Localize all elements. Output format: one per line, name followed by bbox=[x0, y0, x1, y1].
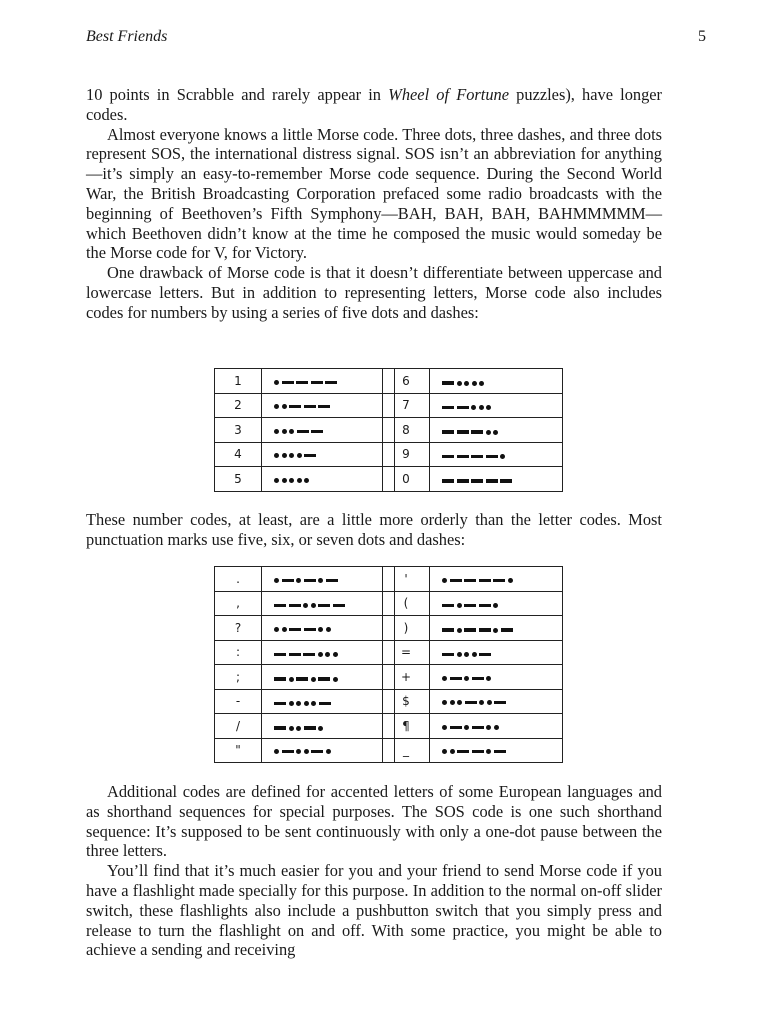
morse-dot bbox=[289, 478, 294, 483]
morse-dash bbox=[304, 454, 316, 457]
code-symbol: $ bbox=[383, 689, 430, 714]
code-symbol: 7 bbox=[383, 393, 430, 418]
morse-dot bbox=[274, 380, 279, 385]
morse-code bbox=[430, 418, 563, 443]
code-symbol: / bbox=[215, 714, 262, 739]
morse-sequence bbox=[274, 723, 323, 733]
morse-code bbox=[430, 640, 563, 665]
morse-dash bbox=[494, 701, 506, 704]
morse-sequence bbox=[442, 722, 499, 732]
code-symbol: " bbox=[215, 738, 262, 763]
morse-dash bbox=[311, 381, 323, 384]
morse-dot bbox=[274, 429, 279, 434]
code-row bbox=[215, 738, 395, 763]
morse-dash bbox=[465, 701, 477, 704]
code-row bbox=[215, 369, 395, 394]
morse-dot bbox=[442, 578, 447, 583]
morse-dot bbox=[494, 725, 499, 730]
morse-dash bbox=[464, 628, 476, 631]
morse-dash bbox=[493, 579, 505, 582]
morse-dash bbox=[304, 628, 316, 631]
morse-dash bbox=[457, 455, 469, 458]
morse-dot bbox=[297, 478, 302, 483]
morse-dot bbox=[289, 701, 294, 706]
morse-dash bbox=[457, 406, 469, 409]
morse-code bbox=[430, 616, 563, 641]
morse-dash bbox=[318, 604, 330, 607]
morse-dash bbox=[442, 604, 454, 607]
morse-sequence bbox=[442, 403, 491, 413]
morse-dot bbox=[282, 404, 287, 409]
morse-dot bbox=[493, 628, 498, 633]
code-symbol: ; bbox=[215, 665, 262, 690]
morse-dash bbox=[289, 653, 301, 656]
morse-dot bbox=[464, 725, 469, 730]
code-symbol: ) bbox=[383, 616, 430, 641]
morse-sequence bbox=[274, 575, 338, 585]
morse-sequence bbox=[442, 698, 506, 708]
morse-dot bbox=[303, 603, 308, 608]
morse-dash bbox=[274, 726, 286, 729]
morse-sequence bbox=[274, 674, 338, 684]
morse-code bbox=[430, 591, 563, 616]
morse-dash bbox=[471, 430, 483, 433]
morse-code bbox=[262, 369, 395, 394]
morse-dash bbox=[486, 455, 498, 458]
morse-dot bbox=[296, 726, 301, 731]
morse-code bbox=[262, 665, 395, 690]
morse-dot bbox=[333, 652, 338, 657]
morse-dash bbox=[442, 479, 454, 482]
morse-dash bbox=[450, 579, 462, 582]
morse-sequence bbox=[274, 475, 309, 485]
morse-dot bbox=[326, 749, 331, 754]
code-symbol: ( bbox=[383, 591, 430, 616]
morse-code bbox=[430, 442, 563, 467]
morse-dash bbox=[442, 628, 454, 631]
morse-dot bbox=[333, 677, 338, 682]
morse-sequence bbox=[274, 601, 345, 611]
morse-dot bbox=[318, 726, 323, 731]
morse-dash bbox=[457, 750, 469, 753]
code-row bbox=[383, 567, 563, 592]
morse-dot bbox=[486, 676, 491, 681]
morse-sequence bbox=[442, 650, 491, 660]
morse-dash bbox=[296, 381, 308, 384]
code-symbol: , bbox=[215, 591, 262, 616]
morse-code bbox=[262, 418, 395, 443]
code-symbol: 8 bbox=[383, 418, 430, 443]
morse-dot bbox=[274, 404, 279, 409]
code-symbol: 4 bbox=[215, 442, 262, 467]
paragraph: You’ll find that it’s much easier for you and your friend to send Morse code if you have a flashlight made specially for this purpose. In addition to the normal on-off slider switch, these flashlights also include a pushbutton switch that you simply press and release to turn the flashlight on and off. With some practice, you might be able to achieve a sending and receiving bbox=[86, 861, 662, 960]
morse-dot bbox=[282, 429, 287, 434]
morse-code bbox=[430, 393, 563, 418]
morse-dash bbox=[471, 455, 483, 458]
morse-dot bbox=[326, 627, 331, 632]
morse-code bbox=[262, 567, 395, 592]
morse-sequence bbox=[274, 426, 323, 436]
morse-dot bbox=[282, 478, 287, 483]
morse-dash bbox=[318, 677, 330, 680]
code-symbol: 1 bbox=[215, 369, 262, 394]
morse-dot bbox=[479, 381, 484, 386]
morse-dot bbox=[508, 578, 513, 583]
morse-dot bbox=[289, 429, 294, 434]
punctuation-codes-table-right bbox=[382, 566, 563, 763]
running-head bbox=[86, 28, 706, 50]
morse-dash bbox=[304, 579, 316, 582]
code-row bbox=[383, 591, 563, 616]
paragraph: Additional codes are defined for accented letters of some European languages and as shorthand sequences for special purposes. The SOS code is one such shorthand sequence: It’s supposed to be sent continuously with only a one-dot pause between the three letters. bbox=[86, 782, 662, 861]
morse-dot bbox=[282, 453, 287, 458]
morse-dot bbox=[464, 652, 469, 657]
code-row bbox=[383, 665, 563, 690]
morse-sequence bbox=[274, 650, 338, 660]
morse-code bbox=[262, 442, 395, 467]
morse-dot bbox=[296, 578, 301, 583]
morse-sequence bbox=[274, 451, 316, 461]
morse-dash bbox=[479, 579, 491, 582]
morse-sequence bbox=[274, 747, 331, 757]
morse-dash bbox=[471, 479, 483, 482]
text-block-middle bbox=[86, 510, 662, 550]
morse-dash bbox=[274, 702, 286, 705]
morse-dot bbox=[493, 430, 498, 435]
morse-dot bbox=[464, 676, 469, 681]
morse-dot bbox=[471, 405, 476, 410]
code-row bbox=[215, 442, 395, 467]
morse-dash bbox=[289, 604, 301, 607]
morse-dot bbox=[486, 749, 491, 754]
text-block-top bbox=[86, 85, 662, 323]
morse-code bbox=[262, 714, 395, 739]
code-row bbox=[383, 442, 563, 467]
morse-dot bbox=[442, 749, 447, 754]
morse-dash bbox=[501, 628, 513, 631]
morse-dash bbox=[442, 653, 454, 656]
morse-dot bbox=[442, 725, 447, 730]
code-symbol: 0 bbox=[383, 467, 430, 492]
morse-dot bbox=[450, 700, 455, 705]
morse-dash bbox=[303, 653, 315, 656]
morse-dash bbox=[500, 479, 512, 482]
morse-dot bbox=[500, 454, 505, 459]
morse-sequence bbox=[442, 378, 484, 388]
morse-dot bbox=[311, 677, 316, 682]
morse-dash bbox=[457, 430, 469, 433]
morse-dash bbox=[274, 677, 286, 680]
punctuation-codes-table-left bbox=[214, 566, 395, 763]
morse-dash bbox=[486, 479, 498, 482]
morse-dash bbox=[304, 726, 316, 729]
morse-dot bbox=[457, 652, 462, 657]
morse-dash bbox=[472, 677, 484, 680]
morse-dash bbox=[304, 405, 316, 408]
morse-code bbox=[262, 616, 395, 641]
morse-code bbox=[262, 689, 395, 714]
morse-dot bbox=[442, 676, 447, 681]
code-row bbox=[383, 640, 563, 665]
morse-dot bbox=[274, 578, 279, 583]
morse-dash bbox=[457, 479, 469, 482]
morse-dash bbox=[282, 579, 294, 582]
morse-dash bbox=[472, 726, 484, 729]
page-number: 5 bbox=[698, 28, 706, 45]
morse-dot bbox=[289, 453, 294, 458]
morse-dash bbox=[442, 430, 454, 433]
code-symbol: + bbox=[383, 665, 430, 690]
morse-sequence bbox=[442, 476, 512, 486]
morse-dash bbox=[274, 653, 286, 656]
code-row bbox=[215, 665, 395, 690]
morse-dot bbox=[311, 701, 316, 706]
morse-sequence bbox=[274, 624, 331, 634]
morse-dot bbox=[479, 405, 484, 410]
morse-dot bbox=[297, 453, 302, 458]
morse-dot bbox=[479, 700, 484, 705]
paragraph: Almost everyone knows a little Morse code. Three dots, three dashes, and three dots represent SOS, the international distress signal. SOS isn’t an abbreviation for anything—it’s simply an easy-to-remember Morse code sequence. During the Second World War, the British Broadcasting Corporation prefaced some radio broadcasts with the beginning of Beethoven’s Fifth Symphony—BAH, BAH, BAH, BAHMMMMM—which Beethoven didn’t know at the time he composed the music would someday be the Morse code for V, for Victory. bbox=[86, 124, 662, 263]
code-row bbox=[215, 616, 395, 641]
code-row bbox=[383, 689, 563, 714]
morse-code bbox=[262, 393, 395, 418]
morse-sequence bbox=[274, 699, 331, 709]
code-row bbox=[215, 467, 395, 492]
code-row bbox=[215, 567, 395, 592]
morse-dash bbox=[289, 405, 301, 408]
morse-sequence bbox=[274, 402, 330, 412]
code-row bbox=[215, 418, 395, 443]
morse-sequence bbox=[442, 427, 498, 437]
morse-dash bbox=[282, 381, 294, 384]
morse-code bbox=[262, 591, 395, 616]
code-symbol: ? bbox=[215, 616, 262, 641]
morse-sequence bbox=[442, 452, 505, 462]
code-row bbox=[215, 689, 395, 714]
morse-dot bbox=[318, 652, 323, 657]
morse-dash bbox=[442, 406, 454, 409]
morse-dash bbox=[464, 604, 476, 607]
morse-dash bbox=[479, 628, 491, 631]
number-codes-table-right bbox=[382, 368, 563, 492]
code-symbol: = bbox=[383, 640, 430, 665]
morse-dot bbox=[457, 628, 462, 633]
morse-dash bbox=[282, 750, 294, 753]
code-row bbox=[383, 418, 563, 443]
morse-dot bbox=[289, 726, 294, 731]
morse-dash bbox=[311, 430, 323, 433]
code-symbol: 2 bbox=[215, 393, 262, 418]
morse-dash bbox=[289, 628, 301, 631]
morse-dash bbox=[333, 604, 345, 607]
morse-dot bbox=[304, 749, 309, 754]
morse-dot bbox=[457, 603, 462, 608]
code-symbol: 3 bbox=[215, 418, 262, 443]
morse-dash bbox=[311, 750, 323, 753]
number-codes-table-left bbox=[214, 368, 395, 492]
morse-sequence bbox=[442, 747, 506, 757]
morse-code bbox=[430, 567, 563, 592]
morse-dash bbox=[450, 726, 462, 729]
morse-sequence bbox=[274, 377, 337, 387]
morse-code bbox=[262, 738, 395, 763]
morse-dot bbox=[325, 652, 330, 657]
morse-dot bbox=[304, 701, 309, 706]
morse-dash bbox=[494, 750, 506, 753]
paragraph: These number codes, at least, are a little more orderly than the letter codes. Most punctuation marks use five, six, or seven dots and dashes: bbox=[86, 510, 662, 549]
morse-dash bbox=[472, 750, 484, 753]
morse-code bbox=[430, 467, 563, 492]
morse-code bbox=[430, 689, 563, 714]
morse-dash bbox=[479, 653, 491, 656]
text-block-bottom bbox=[86, 782, 662, 960]
morse-dash bbox=[296, 677, 308, 680]
morse-dot bbox=[487, 700, 492, 705]
morse-code bbox=[430, 738, 563, 763]
morse-dash bbox=[297, 430, 309, 433]
morse-dot bbox=[457, 381, 462, 386]
morse-sequence bbox=[442, 625, 513, 635]
morse-dot bbox=[296, 749, 301, 754]
morse-dot bbox=[472, 652, 477, 657]
morse-dash bbox=[274, 604, 286, 607]
morse-dot bbox=[296, 701, 301, 706]
morse-sequence bbox=[442, 601, 498, 611]
code-row bbox=[215, 591, 395, 616]
code-symbol: 6 bbox=[383, 369, 430, 394]
morse-dash bbox=[442, 381, 454, 384]
morse-dash bbox=[450, 677, 462, 680]
code-symbol: 9 bbox=[383, 442, 430, 467]
morse-dot bbox=[486, 725, 491, 730]
morse-dot bbox=[493, 603, 498, 608]
morse-code bbox=[430, 714, 563, 739]
morse-dash bbox=[325, 381, 337, 384]
morse-dot bbox=[274, 478, 279, 483]
morse-dash bbox=[442, 455, 454, 458]
code-symbol: 5 bbox=[215, 467, 262, 492]
morse-dot bbox=[304, 478, 309, 483]
code-row bbox=[383, 714, 563, 739]
code-row bbox=[215, 714, 395, 739]
running-head-title: Best Friends bbox=[86, 28, 168, 45]
morse-code bbox=[430, 665, 563, 690]
morse-dot bbox=[318, 578, 323, 583]
code-symbol: . bbox=[215, 567, 262, 592]
morse-dot bbox=[457, 700, 462, 705]
morse-sequence bbox=[442, 575, 513, 585]
morse-code bbox=[262, 467, 395, 492]
morse-dot bbox=[274, 627, 279, 632]
code-symbol: _ bbox=[383, 738, 430, 763]
morse-dot bbox=[289, 677, 294, 682]
morse-code bbox=[430, 369, 563, 394]
paragraph: 10 points in Scrabble and rarely appear in Wheel of Fortune puzzles), have longer codes. bbox=[86, 85, 663, 124]
morse-dash bbox=[318, 405, 330, 408]
code-row bbox=[383, 738, 563, 763]
code-symbol: : bbox=[215, 640, 262, 665]
code-symbol: ' bbox=[383, 567, 430, 592]
code-symbol: - bbox=[215, 689, 262, 714]
code-row bbox=[215, 393, 395, 418]
morse-dot bbox=[274, 749, 279, 754]
morse-dot bbox=[486, 405, 491, 410]
code-row bbox=[215, 640, 395, 665]
code-row bbox=[383, 369, 563, 394]
morse-dot bbox=[318, 627, 323, 632]
code-row bbox=[383, 393, 563, 418]
code-row bbox=[383, 467, 563, 492]
paragraph: One drawback of Morse code is that it doesn’t differentiate between uppercase and lowercase letters. But in addition to representing letters, Morse code also includes codes for numbers by using a series of five dots and dashes: bbox=[86, 263, 662, 322]
morse-dash bbox=[479, 604, 491, 607]
morse-dot bbox=[274, 453, 279, 458]
morse-dot bbox=[472, 381, 477, 386]
morse-dash bbox=[464, 579, 476, 582]
morse-code bbox=[262, 640, 395, 665]
code-row bbox=[383, 616, 563, 641]
morse-dot bbox=[486, 430, 491, 435]
morse-dot bbox=[450, 749, 455, 754]
morse-dash bbox=[326, 579, 338, 582]
morse-sequence bbox=[442, 673, 491, 683]
morse-dot bbox=[311, 603, 316, 608]
morse-dot bbox=[442, 700, 447, 705]
code-symbol: ¶ bbox=[383, 714, 430, 739]
morse-dot bbox=[282, 627, 287, 632]
morse-dash bbox=[319, 702, 331, 705]
morse-dot bbox=[464, 381, 469, 386]
